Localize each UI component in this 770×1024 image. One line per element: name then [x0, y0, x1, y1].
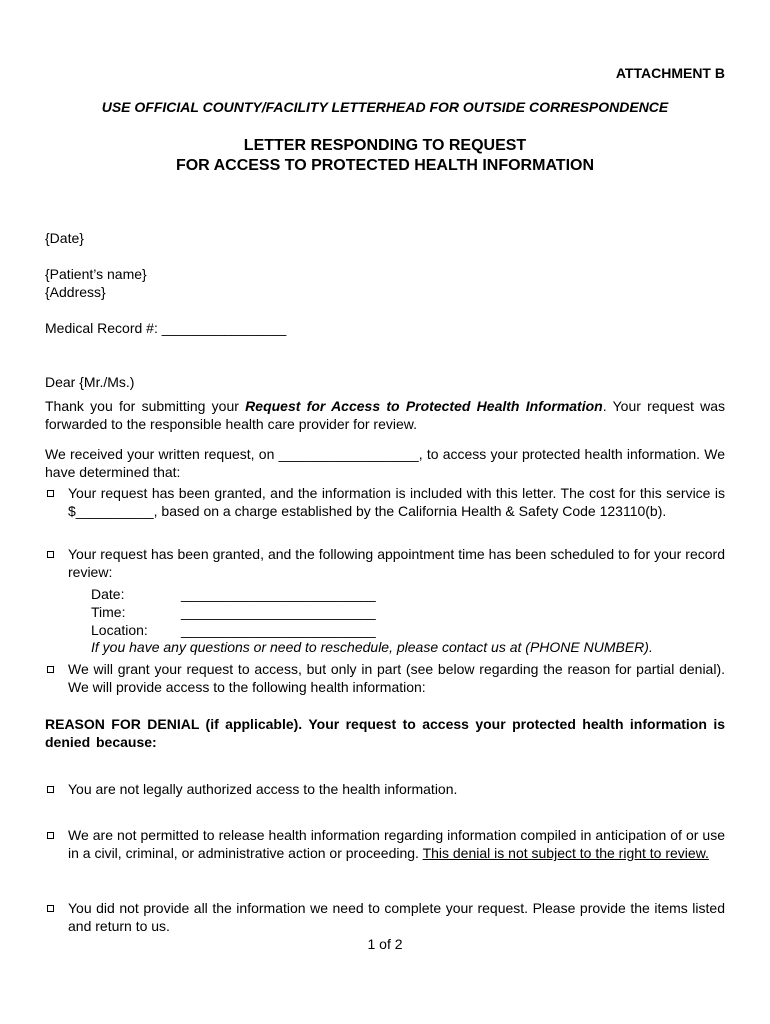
- denial-heading: REASON FOR DENIAL (if applicable). Your request to access your protected health information is denied because:: [45, 716, 725, 750]
- appointment-date-label: Date:: [91, 586, 125, 602]
- checkbox-icon[interactable]: [47, 490, 54, 497]
- appointment-date-blank[interactable]: _________________________: [181, 586, 376, 602]
- checkbox-icon[interactable]: [47, 551, 54, 558]
- appointment-time-label: Time:: [91, 604, 126, 620]
- appointment-location-blank[interactable]: _________________________: [181, 622, 376, 638]
- medical-record-field: Medical Record #: ________________: [45, 320, 287, 336]
- appointment-date-row: [91, 585, 376, 603]
- checkbox-icon[interactable]: [47, 786, 54, 793]
- option-granted-appointment: Your request has been granted, and the following appointment time has been scheduled to for your record review:: [68, 546, 725, 580]
- letterhead-note: USE OFFICIAL COUNTY/FACILITY LETTERHEAD FOR OUTSIDE CORRESPONDENCE: [101, 99, 669, 115]
- appointment-location-label: Location:: [91, 622, 148, 638]
- appointment-note: If you have any questions or need to reschedule, please contact us at (PHONE NUMBER).: [91, 639, 653, 655]
- page-number: 1 of 2: [367, 936, 403, 952]
- title-line-2: FOR ACCESS TO PROTECTED HEALTH INFORMATION: [175, 157, 595, 174]
- thanks-text-pre: Thank you for submitting your: [45, 398, 246, 414]
- appointment-time-row: [91, 603, 376, 621]
- title-line-1: LETTER RESPONDING TO REQUEST: [243, 137, 527, 154]
- appointment-time-blank[interactable]: _________________________: [181, 604, 376, 620]
- thanks-paragraph: [45, 397, 725, 433]
- appointment-location-row: [91, 621, 376, 639]
- date-field: {Date}: [45, 230, 84, 246]
- denial-reason-not-authorized: You are not legally authorized access to the health information.: [68, 781, 458, 797]
- denial-reason-legal-text: We are not permitted to release health information regarding information compiled in anticipation of or use in a civil, criminal, or administrative action or proceeding.: [68, 827, 725, 861]
- salutation: Dear {Mr./Ms.): [45, 374, 135, 390]
- option-partial-grant: We will grant your request to access, but only in part (see below regarding the reason for partial denial). We will provide access to the following health information:: [68, 661, 725, 695]
- no-review-notice: This denial is not subject to the right to review.: [422, 845, 709, 861]
- thanks-text-post: . Your request was forwarded to the responsible health care provider for review.: [45, 398, 726, 432]
- request-form-name: Request for Access to Protected Health Information: [245, 398, 603, 414]
- denial-reason-missing-info: You did not provide all the information we need to complete your request. Please provide the items listed and return to us.: [68, 900, 725, 934]
- attachment-label: ATTACHMENT B: [615, 65, 725, 81]
- checkbox-icon[interactable]: [47, 832, 54, 839]
- patient-name-field: {Patient’s name}: [45, 266, 147, 282]
- checkbox-icon[interactable]: [47, 905, 54, 912]
- option-granted-included: Your request has been granted, and the information is included with this letter. The cost for this service is $__________, based on a charge established by the California Health & Safety Code 123110(b).: [68, 485, 725, 519]
- received-paragraph: We received your written request, on __________________, to access your protected health information. We have determined that:: [45, 446, 725, 480]
- denial-reason-legal-action: [68, 826, 725, 862]
- address-field: {Address}: [45, 284, 106, 300]
- checkbox-icon[interactable]: [47, 666, 54, 673]
